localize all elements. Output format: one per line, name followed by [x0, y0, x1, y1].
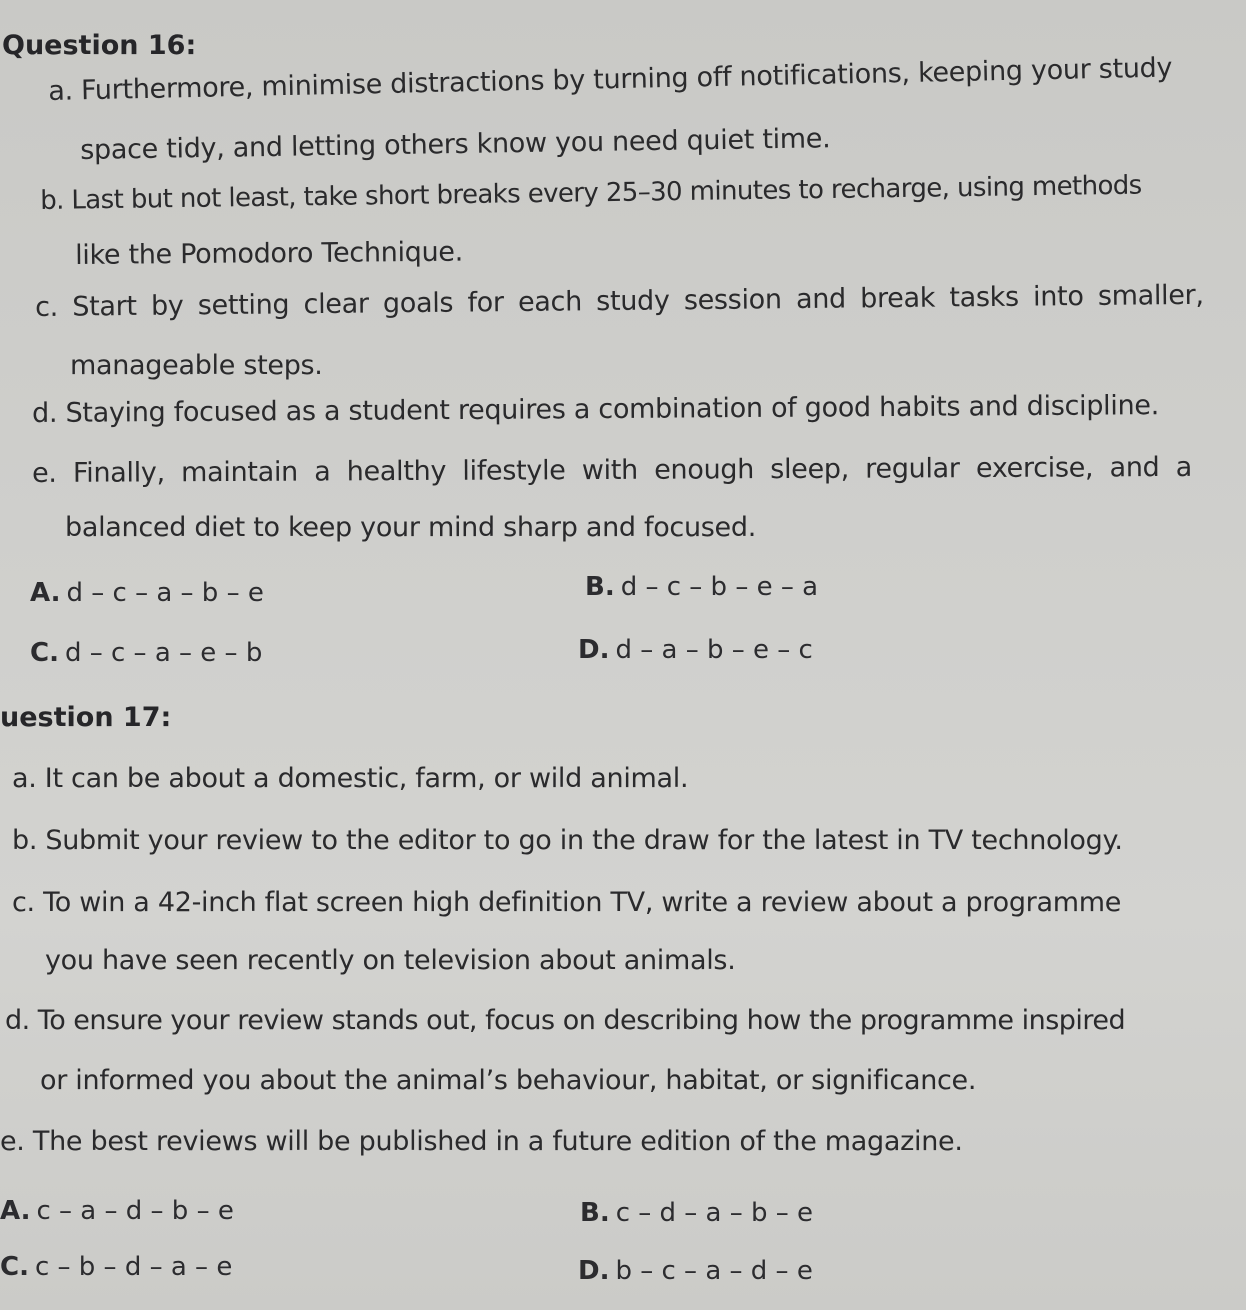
q17-sentence-c-line1: c. To win a 42-inch flat screen high definition TV, write a review about a programme — [12, 887, 1122, 918]
q16-option-d[interactable] — [578, 635, 813, 665]
q17-sentence-c-line2: you have seen recently on television about animals. — [45, 945, 736, 976]
q17-option-a-text: c – a – d – b – e — [36, 1196, 234, 1226]
q17-option-c-label: C. — [0, 1252, 29, 1282]
q16-option-b-text: d – c – b – e – a — [620, 572, 819, 602]
q16-sentence-a-line1: a. Furthermore, minimise distractions by turning off notifications, keeping your study — [48, 52, 1173, 107]
question-17-heading: uestion 17: — [0, 702, 172, 733]
q17-option-d-label: D. — [578, 1256, 610, 1286]
q16-sentence-b-line1: b. Last but not least, take short breaks every 25–30 minutes to recharge, using methods — [40, 170, 1142, 216]
q17-sentence-e-line1: e. The best reviews will be published in a future edition of the magazine. — [0, 1126, 963, 1157]
q17-sentence-d-line1: d. To ensure your review stands out, focus on describing how the programme inspired — [5, 1005, 1126, 1036]
q17-option-a[interactable] — [0, 1196, 234, 1226]
q17-option-a-label: A. — [0, 1196, 31, 1226]
q16-sentence-c-line1: c. Start by setting clear goals for each study session and break tasks into smaller, — [35, 279, 1204, 323]
q17-sentence-a-line1: a. It can be about a domestic, farm, or wild animal. — [12, 763, 689, 794]
q16-option-a[interactable] — [30, 578, 264, 608]
q16-sentence-d-line1: d. Staying focused as a student requires a combination of good habits and discipline. — [32, 390, 1160, 429]
q16-option-a-label: A. — [30, 578, 61, 608]
q17-option-c[interactable] — [0, 1252, 232, 1282]
q16-option-d-label: D. — [578, 635, 610, 665]
q16-option-d-text: d – a – b – e – c — [615, 635, 813, 665]
q16-option-a-text: d – c – a – b – e — [66, 578, 264, 608]
q16-option-c[interactable] — [30, 638, 262, 668]
question-16-heading: Question 16: — [2, 30, 197, 61]
q17-option-b[interactable] — [580, 1198, 813, 1228]
q16-sentence-a-line2: space tidy, and letting others know you need quiet time. — [80, 123, 831, 166]
q16-option-b[interactable] — [585, 572, 818, 602]
q17-option-c-text: c – b – d – a – e — [34, 1252, 233, 1282]
q16-option-c-text: d – c – a – e – b — [64, 638, 263, 668]
q16-option-c-label: C. — [30, 638, 59, 668]
q17-option-b-text: c – d – a – b – e — [615, 1198, 814, 1228]
q16-sentence-b-line2: like the Pomodoro Technique. — [75, 236, 464, 271]
q16-option-b-label: B. — [585, 572, 615, 602]
q17-option-d-text: b – c – a – d – e — [615, 1256, 813, 1286]
q17-option-d[interactable] — [578, 1256, 813, 1286]
q17-option-b-label: B. — [580, 1198, 610, 1228]
q16-sentence-e-line1: e. Finally, maintain a healthy lifestyle with enough sleep, regular exercise, and a — [32, 451, 1193, 489]
q16-sentence-c-line2: manageable steps. — [70, 350, 323, 381]
q17-sentence-d-line2: or informed you about the animal’s behaviour, habitat, or significance. — [40, 1065, 977, 1096]
q16-sentence-e-line2: balanced diet to keep your mind sharp and focused. — [65, 512, 756, 543]
q17-sentence-b-line1: b. Submit your review to the editor to go in the draw for the latest in TV technology. — [12, 825, 1123, 856]
